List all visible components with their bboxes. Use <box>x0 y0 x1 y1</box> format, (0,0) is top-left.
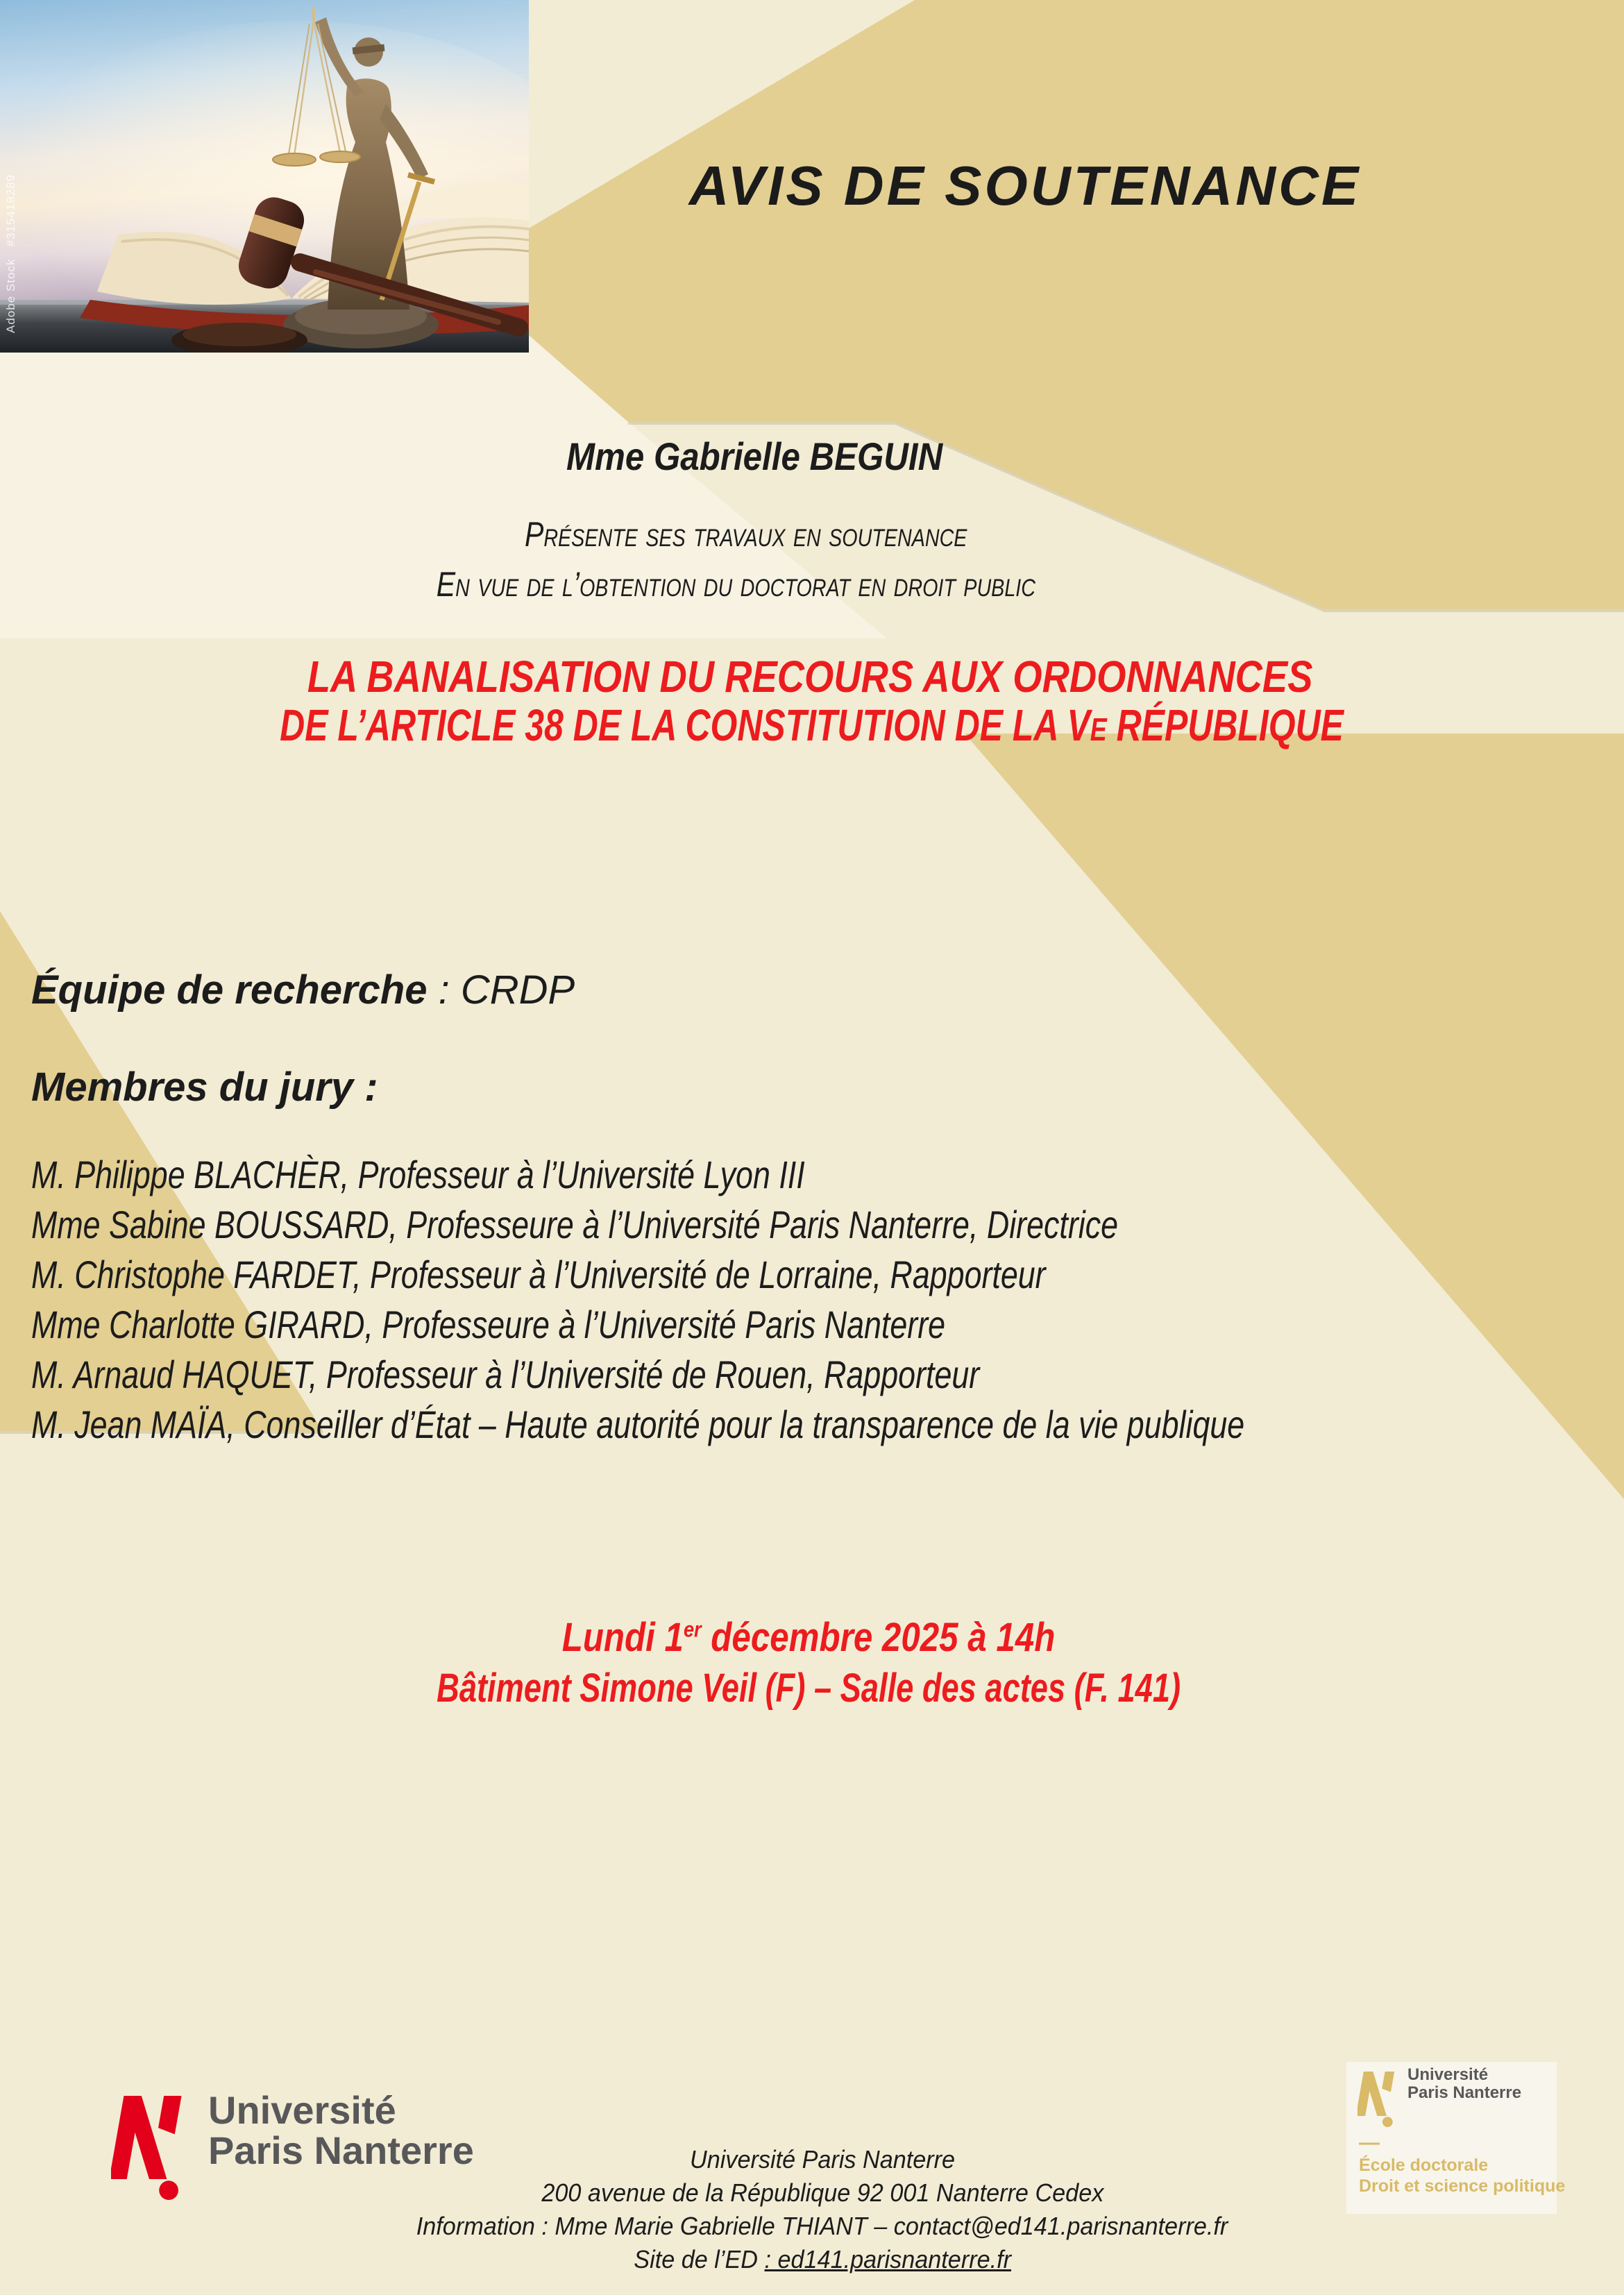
thesis-title-line-2-text <box>280 700 1344 751</box>
jury-member <box>31 1250 1548 1300</box>
candidate-name <box>0 434 1509 479</box>
subtitle-line-2 <box>0 564 1471 604</box>
research-team-value: : CRDP <box>427 967 575 1013</box>
logo-right-line1: Université <box>1407 2065 1489 2084</box>
footer-site-label: Site de l’ED <box>634 2245 765 2273</box>
thesis-title-line-2 <box>0 700 1624 751</box>
photo-watermark <box>4 83 18 333</box>
defense-location-text: Bâtiment Simone Veil (F) – Salle des actes (F. 141) <box>437 1666 1181 1711</box>
footer-address-text: 200 avenue de la République 92 001 Nanterre Cedex <box>541 2178 1103 2207</box>
jury-member <box>31 1300 1548 1350</box>
jury-member <box>31 1150 1548 1200</box>
thesis-title-line-1 <box>0 651 1621 702</box>
footer-site-text <box>634 2243 1011 2276</box>
logo-left-line2: Paris Nanterre <box>208 2128 474 2172</box>
research-team-label: Équipe de recherche <box>31 967 428 1013</box>
footer-site <box>0 2243 1624 2276</box>
jury-member-4-text: Mme Charlotte GIRARD, Professeure à l’Université Paris Nanterre <box>31 1303 946 1346</box>
footer-information-text: Information : Mme Marie Gabrielle THIANT – contact@ed141.parisnanterre.fr <box>416 2212 1228 2240</box>
doctoral-school-univ-text <box>1407 2066 1521 2102</box>
thesis-line2-pre: DE L’ARTICLE 38 DE LA CONSTITUTION DE LA V <box>280 700 1091 750</box>
logo-right-line2: Paris Nanterre <box>1407 2083 1522 2102</box>
subtitle-line-1 <box>0 514 1492 554</box>
doctoral-school-name <box>1359 2155 1565 2196</box>
thesis-line2-post: RÉPUBLIQUE <box>1107 700 1344 750</box>
watermark-id: #315418289 <box>4 173 17 247</box>
jury-list <box>31 1150 1548 1450</box>
defense-location <box>0 1665 1617 1711</box>
jury-heading: Membres du jury : <box>31 1065 378 1110</box>
defense-date-text <box>562 1614 1056 1661</box>
footer-site-link[interactable]: : ed141.parisnanterre.fr <box>764 2245 1011 2273</box>
logo-right-dash: — <box>1359 2131 1380 2154</box>
jury-member <box>31 1200 1548 1250</box>
thesis-line2-small-e: E <box>1090 711 1108 747</box>
date-ordinal: er <box>683 1616 702 1642</box>
logo-left-line1: Université <box>208 2088 396 2132</box>
date-post: décembre 2025 à 14h <box>701 1615 1056 1660</box>
jury-member-1-text: M. Philippe BLACHÈR, Professeur à l’Université Lyon III <box>31 1153 805 1196</box>
jury-member-2-text: Mme Sabine BOUSSARD, Professeure à l’Université Paris Nanterre, Directrice <box>31 1203 1119 1246</box>
doctoral-school-card <box>1346 2062 1566 2214</box>
candidate-name-text: Mme Gabrielle BEGUIN <box>566 434 943 478</box>
jury-member <box>31 1400 1548 1450</box>
logo-right-line4: Droit et science politique <box>1359 2176 1566 2196</box>
justice-photo <box>0 0 529 353</box>
logo-right-line3: École doctorale <box>1359 2156 1489 2175</box>
jury-member-5-text: M. Arnaud HAQUET, Professeur à l’Université de Rouen, Rapporteur <box>31 1353 980 1396</box>
defense-date <box>0 1614 1617 1661</box>
thesis-title-line-1-text: LA BANALISATION DU RECOURS AUX ORDONNANCES <box>307 652 1313 702</box>
footer-university-text: Université Paris Nanterre <box>689 2145 956 2174</box>
subtitle-line-2-text: En vue de l’obtention du doctorat en droit public <box>436 565 1035 604</box>
jury-member <box>31 1350 1548 1400</box>
jury-member-6-text: M. Jean MAÏA, Conseiller d’État – Haute autorité pour la transparence de la vie publique <box>31 1403 1245 1446</box>
page-title <box>529 154 1521 218</box>
jury-member-3-text: M. Christophe FARDET, Professeur à l’Université de Lorraine, Rapporteur <box>31 1253 1046 1296</box>
subtitle-line-1-text: Présente ses travaux en soutenance <box>525 515 967 554</box>
page-title-text: AVIS DE SOUTENANCE <box>688 155 1362 217</box>
watermark-brand: Adobe Stock <box>4 258 17 333</box>
doctoral-school-logo-icon <box>1357 2072 1401 2127</box>
date-pre: Lundi 1 <box>561 1615 684 1660</box>
footer-information <box>0 2210 1624 2243</box>
research-team-line <box>31 967 575 1013</box>
